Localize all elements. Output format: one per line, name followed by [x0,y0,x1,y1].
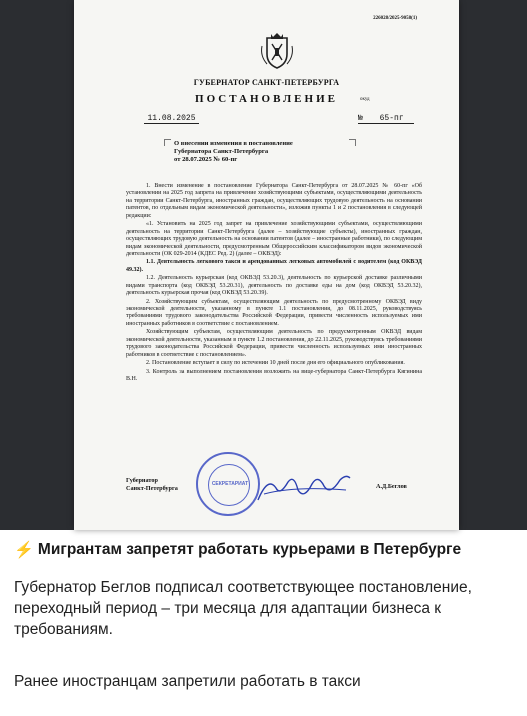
headline-text: Мигрантам запретят работать курьерами в Петербурге [37,541,462,558]
document-sheet [74,0,459,530]
document-subject [174,140,374,165]
post-headline [14,540,514,560]
body-paragraph: Хозяйствующим субъектам, осуществляющим деятельность по предусмотренным ОКВЭД видам экономической деятельности, указанным в пункте 1.2 постановления, до 22.11.2025, руководствуясь требованиями трудового законодательства Российской Федерации, привести численность используемых ими иностранных работников в соответствие с постановлением». [126,329,422,358]
document-code: 226028/2025-9058(1) [373,16,417,21]
handwritten-signature [254,470,354,506]
document-body [126,183,422,384]
document-number [358,114,414,124]
official-stamp [196,452,260,516]
lightning-icon: ⚡ [14,542,34,559]
coat-of-arms-icon [259,30,295,72]
number-value: 65-пг [379,114,404,123]
document-type: ПОСТАНОВЛЕНИЕ [195,93,338,105]
okud-label: окуд [360,97,370,102]
signer-title-line: Губернатор [126,477,158,484]
signer-title-line: Санкт-Петербурга [126,485,178,493]
post-paragraph: Ранее иностранцам запретили работать в такси [14,673,361,690]
subject-corner-left [164,139,171,146]
post-paragraph: Губернатор Беглов подписал соответствующее постановление, переходный период – три месяца для адаптации бизнеса к требованиям. [14,579,472,638]
subject-line: Губернатора Санкт-Петербурга [174,148,269,156]
subject-line: О внесении изменения в постановление [174,140,293,147]
signer-title [126,477,178,493]
subject-line: от 28.07.2025 № 60-пг [174,156,238,164]
document-date: 11.08.2025 [144,114,199,124]
body-paragraph: 2. Постановление вступает в силу по истечении 10 дней после дня его официального опубликования. [146,360,405,367]
body-paragraph: «1. Установить на 2025 год запрет на привлечение хозяйствующими субъектами, осуществляющими деятельность на территории Санкт-Петербурга (далее – хозяйствующие субъекты), иностранных граждан, осуществляющих трудовую деятельность на основании патентов (далее – иностранные работники), по следующим видам экономической деятельности, предусмотренным Общероссийским классификатором видов экономической деятельности (ОК 029-2014 (КДЕС Ред. 2) (далее – ОКВЭД): [126,221,422,257]
stamp-text: СЕКРЕТАРИАТ [211,481,249,487]
body-paragraph: 2. Хозяйствующим субъектам, осуществляющим деятельность по предусмотренному ОКВЭД виду экономической деятельности, указанному в пункте 1.1 постановления, до 08.11.2025, руководствуясь требованиями трудового законодательства Российской Федерации, привести численность используемых ими иностранных работников в соответствие с постановлением. [126,298,422,327]
body-paragraph: 1.2. Деятельность курьерская (код ОКВЭД 53.20.3), деятельность по курьерской доставке различными видами транспорта (код ОКВЭД 53.20.31), деятельность по доставке еды на дом (код ОКВЭД 53.20.32), деятельность курьерская прочая (код ОКВЭД 53.20.39). [126,275,422,297]
issuer-title: ГУБЕРНАТОР САНКТ-ПЕТЕРБУРГА [193,78,340,87]
body-paragraph: 1. Внести изменение в постановление Губернатора Санкт-Петербурга от 28.07.2025 № 60-пг «Об установлении на 2025 год запрета на привлечение хозяйствующими субъектами, осуществляющими деятельность на территории Санкт-Петербурга, иностранных граждан, осуществляющих трудовую деятельность на основании патентов, по отдельным видам экономической деятельности», изложив пункты 1 и 2 постановления в следующей редакции: [126,183,422,219]
signer-name: А.Д.Беглов [376,483,407,490]
number-prefix: № [358,114,363,123]
body-paragraph: 1.1. Деятельность легкового такси и арендованных легковых автомобилей с водителем (код ОКВЭД 49.32). [126,259,422,273]
body-paragraph: 3. Контроль за выполнением постановления возложить на вице-губернатора Санкт-Петербурга Кягинина В.Н. [126,368,422,382]
